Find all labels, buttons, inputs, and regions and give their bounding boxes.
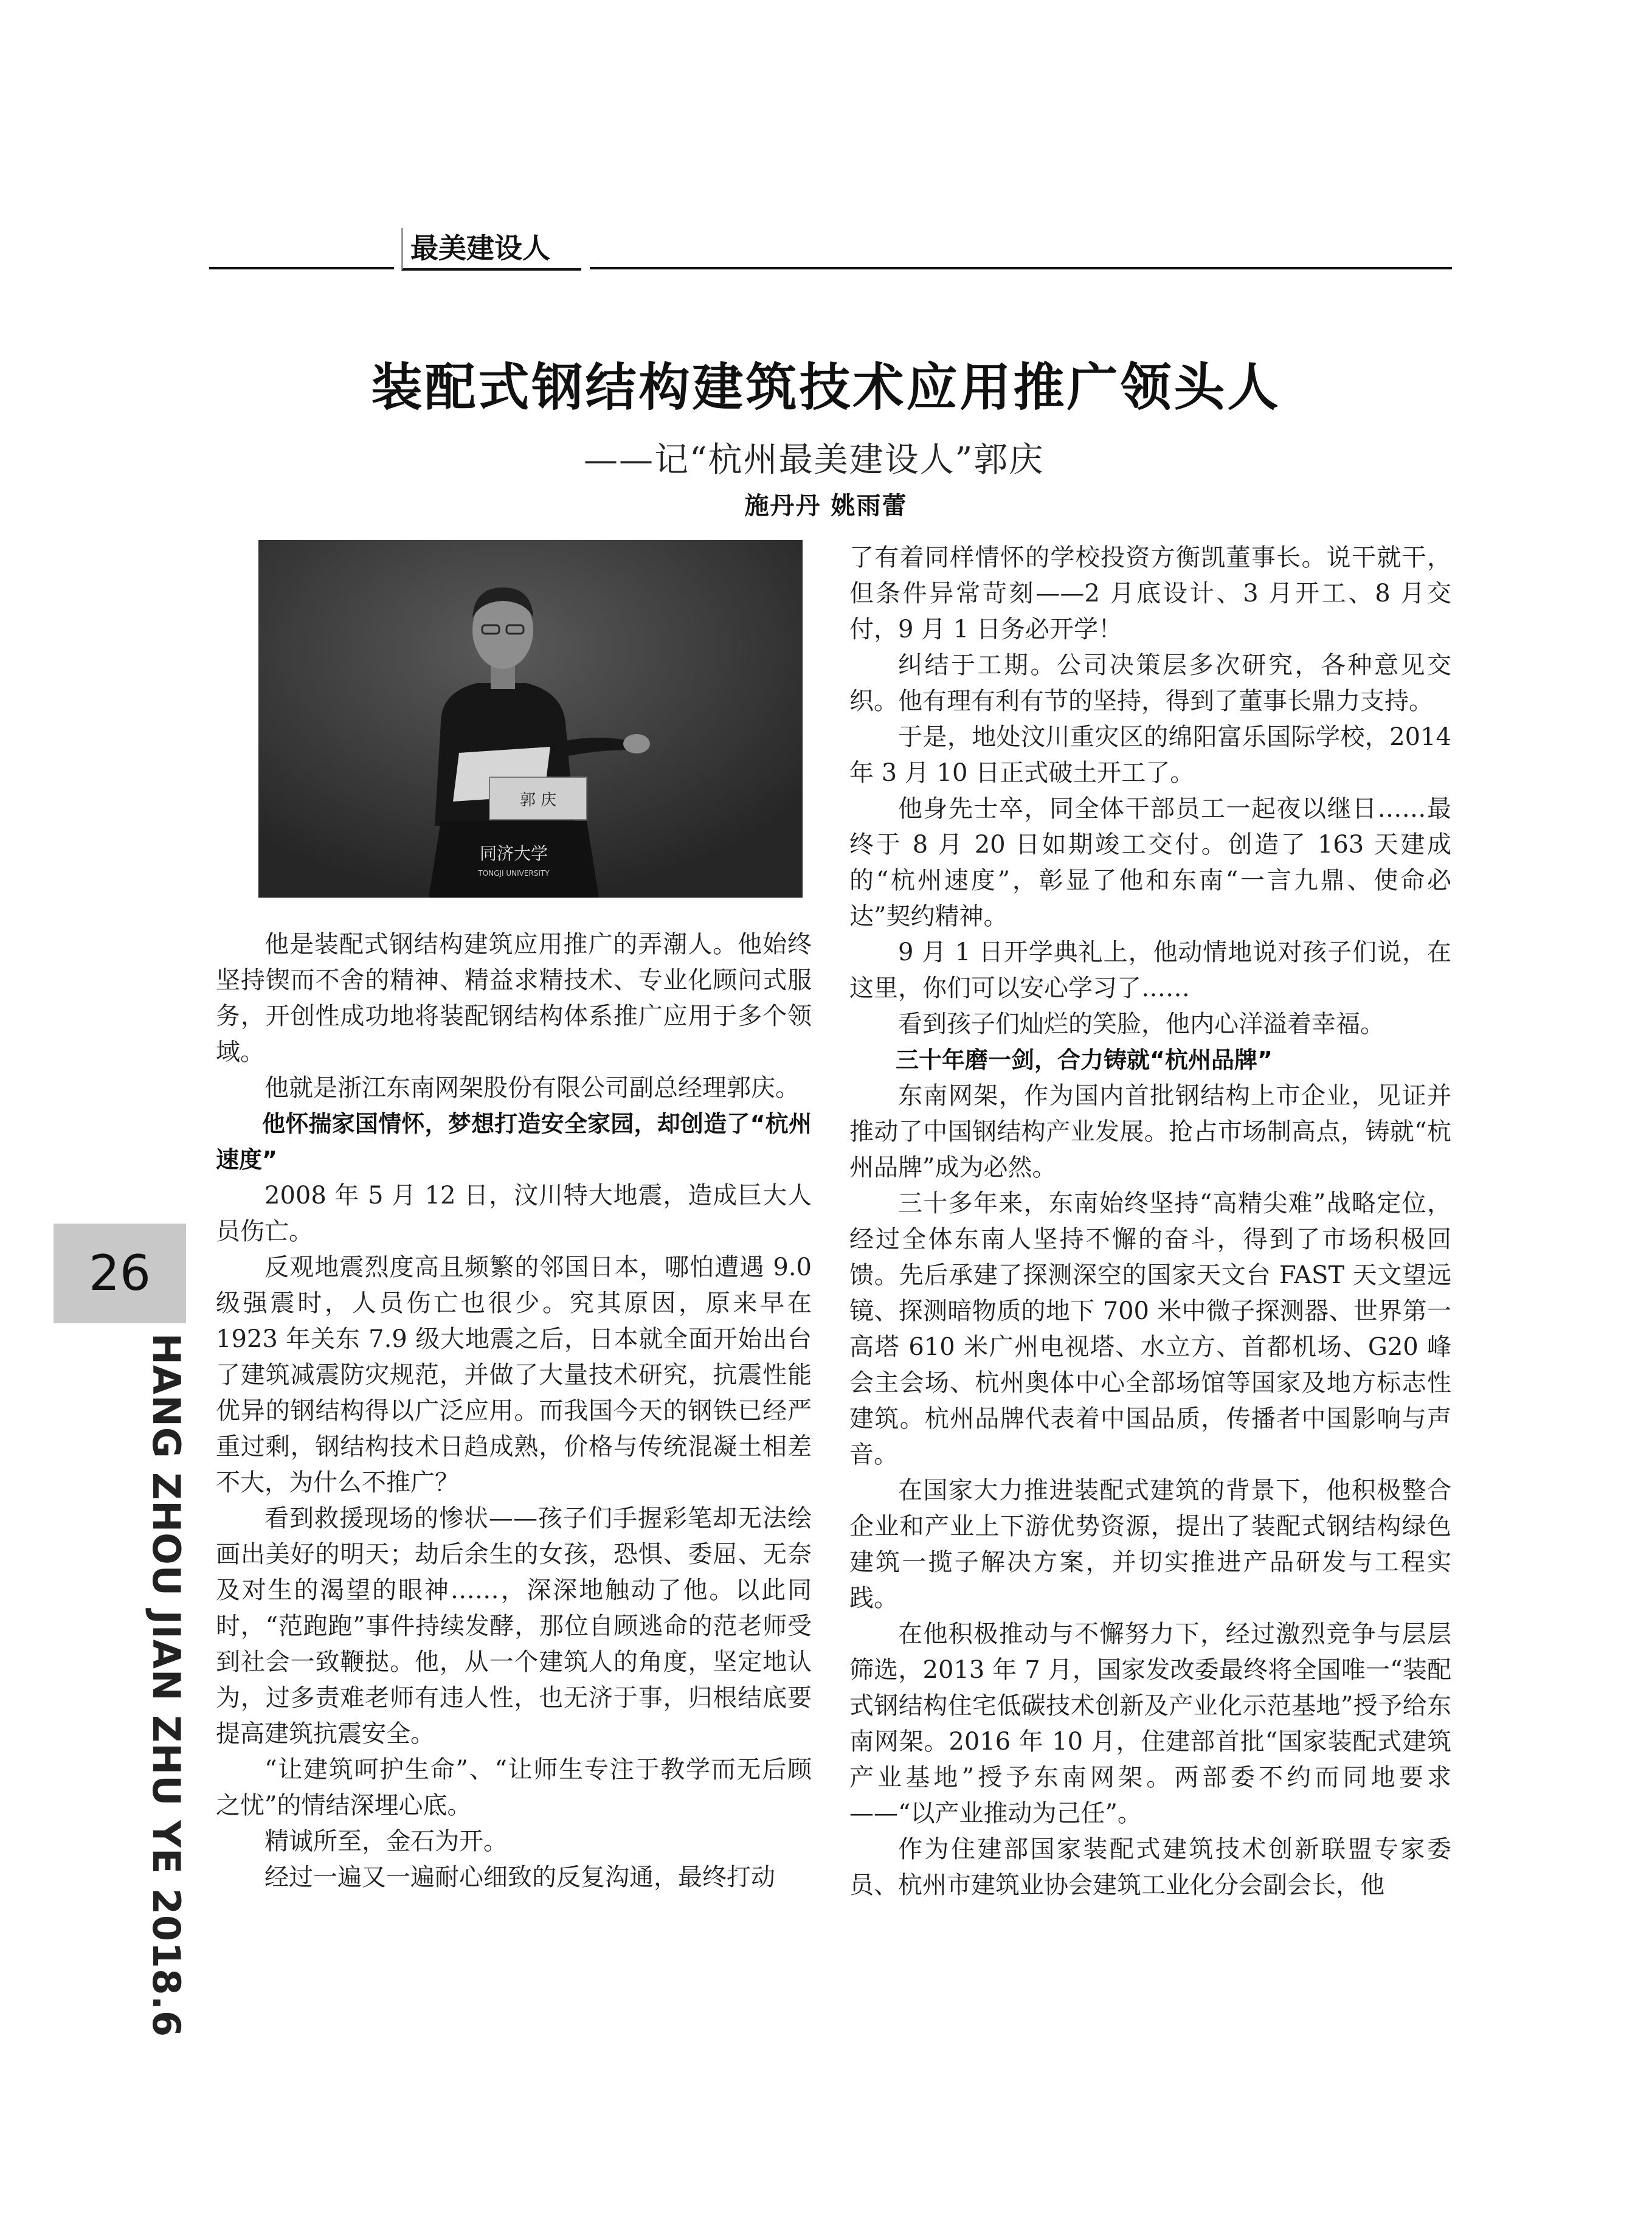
paragraph: 纠结于工期。公司决策层多次研究，各种意见交织。他有理有利有节的坚持，得到了董事长鼎力支持。 (849, 651, 1451, 715)
page-number: 26 (54, 1224, 186, 1323)
article-title: 装配式钢结构建筑技术应用推广领头人 (371, 358, 1281, 417)
section-label: 最美建设人 (401, 228, 581, 271)
left-column (216, 927, 812, 1896)
header-rule-right (590, 267, 1452, 269)
paragraph: 他就是浙江东南网架股份有限公司副总经理郭庆。 (264, 1074, 800, 1102)
header-rule-left (209, 267, 394, 269)
paragraph: “让建筑呵护生命”、“让师生专注于教学而无后顾之忧”的情结深埋心底。 (216, 1756, 812, 1820)
name-card-text: 郭 庆 (519, 791, 557, 809)
paragraph: 9 月 1 日开学典礼上，他动情地说对孩子们说，在这里，你们可以安心学习了…… (849, 938, 1451, 1002)
paragraph: 反观地震烈度高且频繁的邻国日本，哪怕遭遇 9.0 级强震时，人员伤亡也很少。究其原因，原来早在 1923 年关东 7.9 级大地震之后，日本就全面开始出台了建筑减震防灾规范，并做了大量技术研究，抗震性能优异的钢结构得以广泛应用。而我国今天的钢铁已经严重过剩，钢结构技术日趋成熟，价格与传统混凝土相差不大，为什么不推广？ (216, 1253, 812, 1497)
journal-vertical-label: HANG ZHOU JIAN ZHU YE 2018.6 (144, 1333, 188, 2038)
paragraph: 于是，地处汶川重灾区的绵阳富乐国际学校，2014 年 3 月 10 日正式破土开工了。 (849, 723, 1451, 787)
paragraph: 2008 年 5 月 12 日，汶川特大地震，造成巨大人员伤亡。 (216, 1182, 812, 1245)
section-heading: 他怀揣家国情怀，梦想打造安全家园，却创造了“杭州速度” (216, 1110, 812, 1173)
section-header (209, 228, 1452, 271)
article-authors: 施丹丹 姚雨蕾 (744, 492, 908, 520)
paragraph: 他身先士卒，同全体干部员工一起夜以继日……最终于 8 月 20 日如期竣工交付。创造了 163 天建成的“杭州速度”，彰显了他和东南“一言九鼎、使命必达”契约精神。 (849, 795, 1451, 930)
paragraph: 经过一遍又一遍耐心细致的反复沟通，最终打动 (264, 1863, 775, 1891)
paragraph: 三十多年来，东南始终坚持“高精尖难”战略定位，经过全体东南人坚持不懈的奋斗，得到了市场积极回馈。先后承建了探测深空的国家天文台 FAST 天文望远镜、探测暗物质的地下 700 米中微子探测器、世界第一高塔 610 米广州电视塔、水立方、首都机场、G20 峰会主会场、杭州奥体中心全部场馆等国家及地方标志性建筑。杭州品牌代表着中国品质，传播者中国影响与声音。 (849, 1190, 1451, 1469)
paragraph: 作为住建部国家装配式建筑技术创新联盟专家委员、杭州市建筑业协会建筑工业化分会副会长，他 (849, 1835, 1451, 1899)
paragraph: 东南网架，作为国内首批钢结构上市企业，见证并推动了中国钢结构产业发展。抢占市场制高点，铸就“杭州品牌”成为必然。 (849, 1082, 1451, 1182)
paragraph: 他是装配式钢结构建筑应用推广的弄潮人。他始终坚持锲而不舍的精神、精益求精技术、专业化顾问式服务，开创性成功地将装配钢结构体系推广应用于多个领域。 (216, 930, 812, 1066)
paragraph: 看到救援现场的惨状——孩子们手握彩笔却无法绘画出美好的明天；劫后余生的女孩，恐惧、委屈、无奈及对生的渴望的眼神……，深深地触动了他。以此同时，“范跑跑”事件持续发酵，那位自顾逃命的范老师受到社会一致鞭挞。他，从一个建筑人的角度，坚定地认为，过多责难老师有违人性，也无济于事，归根结底要提高建筑抗震安全。 (216, 1505, 812, 1748)
podium-logo: 同济大学 (479, 843, 548, 864)
speaker-photo (258, 540, 803, 898)
section-heading: 三十年磨一剑，合力铸就“杭州品牌” (896, 1047, 1273, 1073)
paragraph: 精诚所至，金石为开。 (264, 1827, 508, 1855)
podium-logo-en: TONGJI UNIVERSITY (478, 869, 550, 878)
paragraph: 了有着同样情怀的学校投资方衡凯董事长。说干就干，但条件异常苛刻——2 月底设计、3 月开工、8 月交付，9 月 1 日务必开学！ (849, 544, 1451, 643)
right-column (849, 540, 1451, 1903)
paragraph: 在他积极推动与不懈努力下，经过激烈竞争与层层筛选，2013 年 7 月，国家发改委最终将全国唯一“装配式钢结构住宅低碳技术创新及产业化示范基地”授予给东南网架。2016 年 10 月，住建部首批“国家装配式建筑产业基地”授予东南网架。两部委不约而同地要求——“以产业推动为己任”。 (849, 1620, 1451, 1827)
paragraph: 看到孩子们灿烂的笑脸，他内心洋溢着幸福。 (898, 1010, 1384, 1038)
paragraph: 在国家大力推进装配式建筑的背景下，他积极整合企业和产业上下游优势资源，提出了装配式钢结构绿色建筑一揽子解决方案，并切实推进产品研发与工程实践。 (849, 1477, 1451, 1612)
article-subtitle: ——记“杭州最美建设人”郭庆 (584, 440, 1045, 480)
